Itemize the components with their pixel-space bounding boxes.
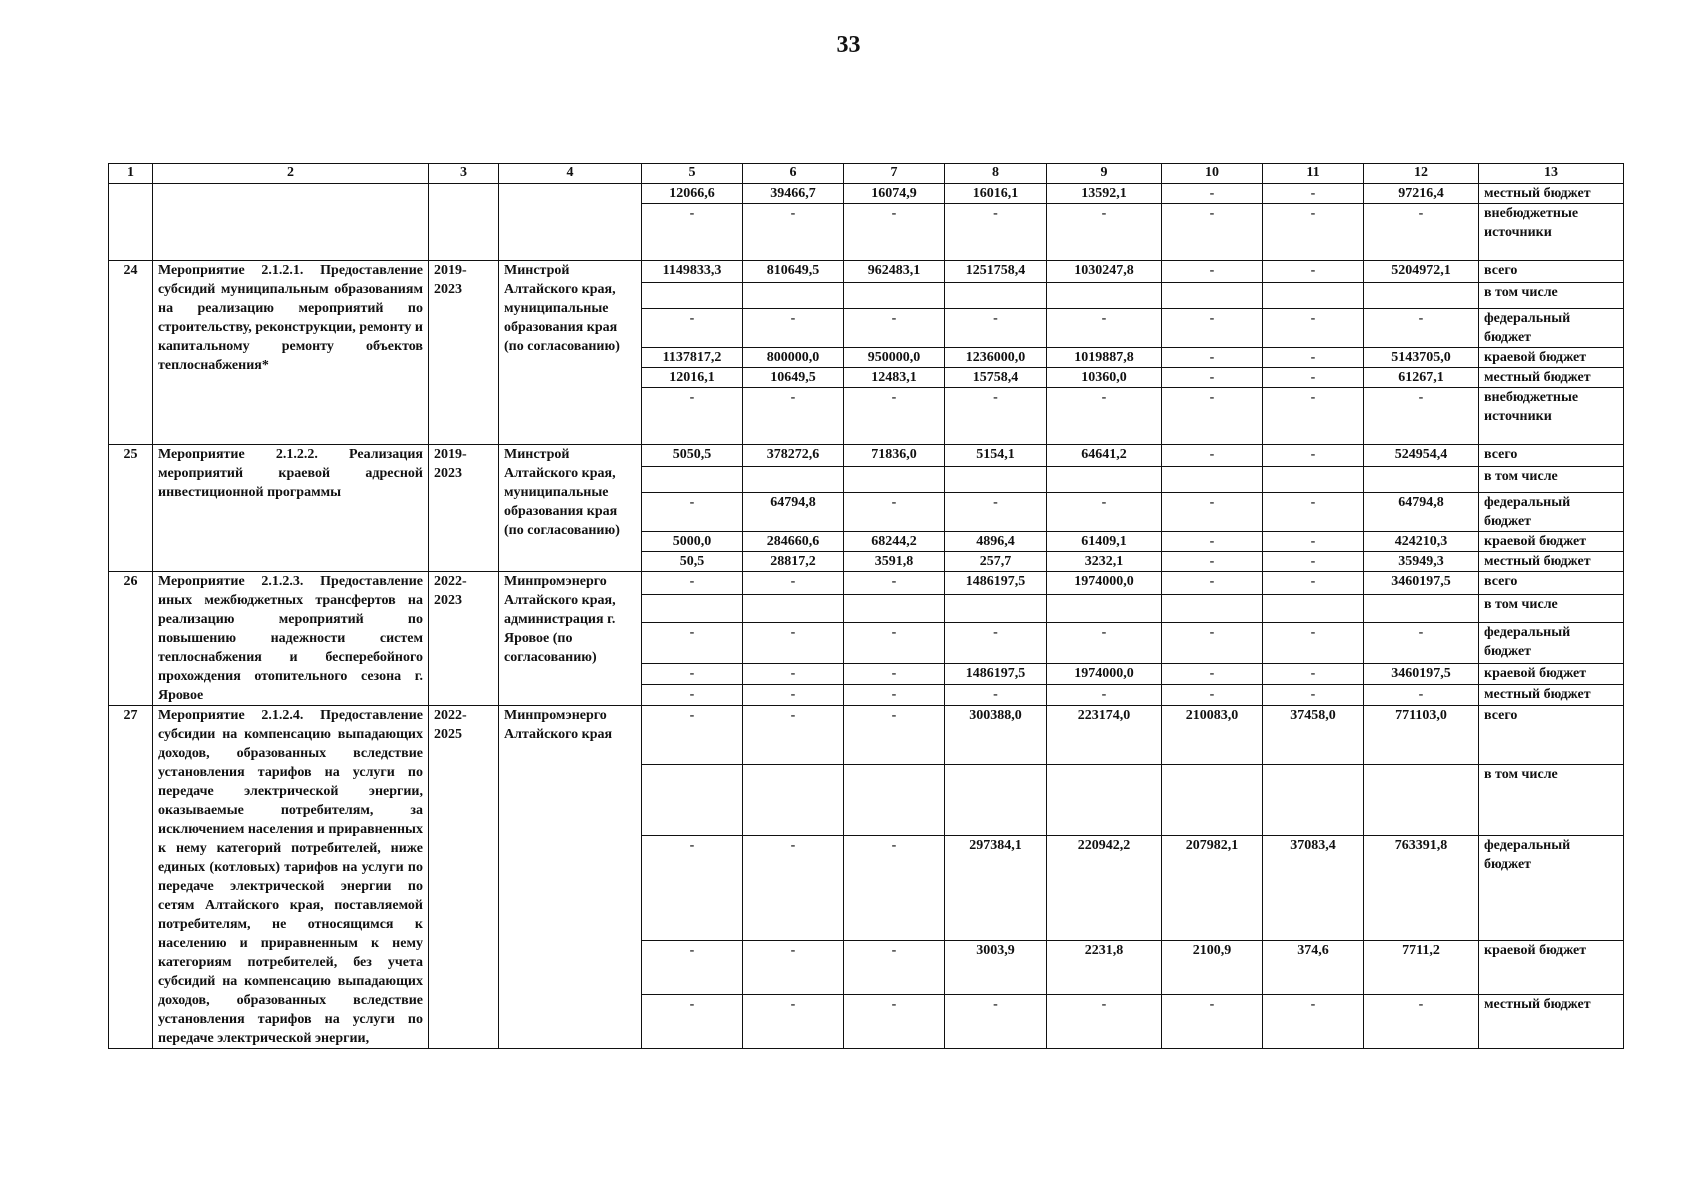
funding-value-cell	[1047, 467, 1162, 493]
funding-value-cell: 12066,6	[642, 184, 743, 204]
funding-value-cell: -	[1263, 684, 1364, 705]
funding-value-cell: -	[1047, 388, 1162, 445]
funding-value-cell: 64794,8	[743, 493, 844, 532]
funding-value-cell: -	[1364, 622, 1479, 663]
funding-value-cell: 39466,7	[743, 184, 844, 204]
funding-value-cell: 2100,9	[1162, 940, 1263, 994]
funding-value-cell: 5000,0	[642, 532, 743, 552]
funding-value-cell: 12016,1	[642, 368, 743, 388]
funding-value-cell: 3460197,5	[1364, 572, 1479, 595]
funding-value-cell: 763391,8	[1364, 835, 1479, 940]
funding-value-cell: -	[1162, 684, 1263, 705]
funding-value-cell: 64794,8	[1364, 493, 1479, 532]
column-number-row	[109, 164, 1624, 184]
funding-value-cell: -	[743, 204, 844, 261]
funding-source-cell: в том числе	[1479, 283, 1624, 309]
funding-value-cell: -	[743, 309, 844, 348]
funding-value-cell: 4896,4	[945, 532, 1047, 552]
funding-value-cell: 10649,5	[743, 368, 844, 388]
activity-name-cell: Мероприятие 2.1.2.2. Реализация мероприятий краевой адресной инвестиционной программы	[153, 445, 429, 572]
funding-value-cell: 800000,0	[743, 348, 844, 368]
funding-value-cell: 524954,4	[1364, 445, 1479, 467]
activity-name-cell: Мероприятие 2.1.2.4. Предоставление субсидии на компенсацию выпадающих доходов, образованных вследствие установления тарифов на услуги по передаче электрической энергии, оказываемые потребителям, за исключением населения и приравненных к нему категорий потребителей, ниже единых (котловых) тарифов на услуги по передаче электрической энергии по сетям Алтайского края, поставляемой потребителям, не относящимся к населению и приравненным к нему категориям потребителей, без учета субсидий на компенсацию выпадающих доходов, образованных вследствие установления тарифов на услуги по передаче электрической энергии,	[153, 706, 429, 1049]
funding-value-cell: 1486197,5	[945, 663, 1047, 684]
funding-source-cell: местный бюджет	[1479, 994, 1624, 1048]
funding-value-cell: -	[1364, 684, 1479, 705]
funding-value-cell	[642, 467, 743, 493]
column-number-header: 6	[743, 164, 844, 184]
funding-value-cell	[1162, 595, 1263, 622]
funding-value-cell	[1263, 595, 1364, 622]
funding-value-cell: -	[642, 309, 743, 348]
funding-source-cell: внебюджетные источники	[1479, 204, 1624, 261]
years-cell: 2019-2023	[429, 445, 499, 572]
funding-value-cell: 771103,0	[1364, 706, 1479, 765]
funding-value-cell	[743, 467, 844, 493]
funding-source-cell: федеральный бюджет	[1479, 835, 1624, 940]
executor-cell: Минпромэнерго Алтайского края, администрация г. Яровое (по согласованию)	[499, 572, 642, 706]
funding-value-cell	[743, 283, 844, 309]
funding-value-cell: -	[1263, 204, 1364, 261]
funding-value-cell: 3460197,5	[1364, 663, 1479, 684]
funding-source-cell: всего	[1479, 706, 1624, 765]
funding-value-cell: -	[844, 684, 945, 705]
item-number-cell: 24	[109, 261, 153, 445]
funding-value-cell: 16016,1	[945, 184, 1047, 204]
continuation-empty-cell	[429, 184, 499, 261]
funding-source-cell: краевой бюджет	[1479, 348, 1624, 368]
executor-cell: Минпромэнерго Алтайского края	[499, 706, 642, 1049]
funding-value-cell	[1162, 467, 1263, 493]
funding-value-cell: -	[1263, 552, 1364, 572]
continuation-empty-cell	[109, 184, 153, 261]
funding-value-cell	[743, 765, 844, 835]
executor-cell: Минстрой Алтайского края, муниципальные образования края (по согласованию)	[499, 445, 642, 572]
funding-value-cell: -	[1047, 493, 1162, 532]
page-number: 33	[836, 32, 861, 58]
item-number-cell: 27	[109, 706, 153, 1049]
funding-value-cell: 297384,1	[945, 835, 1047, 940]
years-cell: 2019-2023	[429, 261, 499, 445]
column-number-header: 13	[1479, 164, 1624, 184]
funding-value-cell: -	[1364, 204, 1479, 261]
funding-value-cell: 1974000,0	[1047, 663, 1162, 684]
funding-value-cell	[1364, 467, 1479, 493]
funding-value-cell: -	[642, 994, 743, 1048]
funding-value-cell	[743, 595, 844, 622]
item-number-cell: 26	[109, 572, 153, 706]
funding-value-cell: -	[642, 572, 743, 595]
funding-value-cell: 424210,3	[1364, 532, 1479, 552]
funding-value-cell: -	[1364, 994, 1479, 1048]
funding-value-cell	[1364, 765, 1479, 835]
funding-value-cell: 1974000,0	[1047, 572, 1162, 595]
funding-value-cell: 61267,1	[1364, 368, 1479, 388]
item-number-cell: 25	[109, 445, 153, 572]
column-number-header: 5	[642, 164, 743, 184]
funding-value-cell: -	[1263, 348, 1364, 368]
funding-value-cell: -	[1162, 261, 1263, 283]
funding-source-cell: в том числе	[1479, 595, 1624, 622]
funding-value-cell: 5050,5	[642, 445, 743, 467]
funding-value-cell: -	[642, 706, 743, 765]
funding-value-cell: 1019887,8	[1047, 348, 1162, 368]
table-row	[109, 445, 1624, 467]
column-number-header: 3	[429, 164, 499, 184]
funding-value-cell	[1263, 283, 1364, 309]
funding-value-cell: 61409,1	[1047, 532, 1162, 552]
funding-value-cell: 13592,1	[1047, 184, 1162, 204]
funding-value-cell: 284660,6	[743, 532, 844, 552]
funding-value-cell: 15758,4	[945, 368, 1047, 388]
funding-source-cell: в том числе	[1479, 765, 1624, 835]
years-cell: 2022-2023	[429, 572, 499, 706]
funding-value-cell	[945, 283, 1047, 309]
funding-value-cell: -	[1162, 994, 1263, 1048]
funding-value-cell	[1162, 765, 1263, 835]
funding-value-cell: -	[642, 940, 743, 994]
funding-value-cell: 1137817,2	[642, 348, 743, 368]
funding-value-cell: 300388,0	[945, 706, 1047, 765]
funding-value-cell: -	[642, 493, 743, 532]
funding-source-cell: краевой бюджет	[1479, 663, 1624, 684]
funding-value-cell: -	[844, 493, 945, 532]
table-row	[109, 184, 1624, 204]
funding-value-cell: -	[1263, 663, 1364, 684]
funding-value-cell: -	[945, 204, 1047, 261]
funding-value-cell	[844, 283, 945, 309]
funding-source-cell: всего	[1479, 445, 1624, 467]
funding-value-cell	[844, 467, 945, 493]
funding-value-cell: 207982,1	[1162, 835, 1263, 940]
funding-value-cell: -	[844, 994, 945, 1048]
continuation-empty-cell	[499, 184, 642, 261]
funding-value-cell: 1236000,0	[945, 348, 1047, 368]
funding-value-cell: -	[844, 706, 945, 765]
funding-value-cell: -	[1263, 572, 1364, 595]
table-row	[109, 706, 1624, 765]
funding-value-cell	[642, 283, 743, 309]
funding-value-cell: 3232,1	[1047, 552, 1162, 572]
column-number-header: 2	[153, 164, 429, 184]
funding-value-cell: 7711,2	[1364, 940, 1479, 994]
column-number-header: 1	[109, 164, 153, 184]
funding-value-cell: -	[1263, 532, 1364, 552]
funding-value-cell	[642, 595, 743, 622]
funding-value-cell: 50,5	[642, 552, 743, 572]
funding-value-cell	[1047, 765, 1162, 835]
funding-value-cell: -	[743, 684, 844, 705]
funding-value-cell: -	[844, 622, 945, 663]
funding-source-cell: всего	[1479, 572, 1624, 595]
column-number-header: 11	[1263, 164, 1364, 184]
funding-source-cell: в том числе	[1479, 467, 1624, 493]
funding-value-cell: -	[844, 663, 945, 684]
funding-value-cell	[945, 765, 1047, 835]
funding-value-cell: -	[1364, 309, 1479, 348]
activity-name-cell: Мероприятие 2.1.2.1. Предоставление субсидий муниципальным образованиям на реализацию мероприятий по строительству, реконструкции, ремонту и капитальному ремонту объектов теплоснабжения*	[153, 261, 429, 445]
funding-value-cell	[1263, 467, 1364, 493]
column-number-header: 12	[1364, 164, 1479, 184]
funding-value-cell: 3003,9	[945, 940, 1047, 994]
funding-value-cell: 28817,2	[743, 552, 844, 572]
funding-value-cell: -	[1162, 445, 1263, 467]
funding-value-cell: -	[844, 835, 945, 940]
funding-value-cell: 257,7	[945, 552, 1047, 572]
funding-value-cell: -	[1263, 994, 1364, 1048]
funding-value-cell: 16074,9	[844, 184, 945, 204]
funding-value-cell: -	[642, 835, 743, 940]
column-number-header: 4	[499, 164, 642, 184]
funding-value-cell: 5154,1	[945, 445, 1047, 467]
funding-value-cell: -	[1162, 184, 1263, 204]
funding-value-cell: -	[642, 388, 743, 445]
funding-value-cell: -	[844, 572, 945, 595]
funding-value-cell: 810649,5	[743, 261, 844, 283]
column-number-header: 7	[844, 164, 945, 184]
funding-value-cell: -	[945, 309, 1047, 348]
funding-value-cell: -	[1162, 309, 1263, 348]
funding-source-cell: местный бюджет	[1479, 684, 1624, 705]
funding-value-cell: -	[1047, 994, 1162, 1048]
funding-value-cell: 97216,4	[1364, 184, 1479, 204]
funding-value-cell: 71836,0	[844, 445, 945, 467]
funding-value-cell: -	[945, 994, 1047, 1048]
funding-value-cell: -	[1162, 572, 1263, 595]
funding-value-cell: 210083,0	[1162, 706, 1263, 765]
funding-value-cell: -	[844, 388, 945, 445]
activity-name-cell: Мероприятие 2.1.2.3. Предоставление иных межбюджетных трансфертов на реализацию мероприятий по повышению надежности систем теплоснабжения и бесперебойного прохождения отопительного сезона г. Яровое	[153, 572, 429, 706]
funding-value-cell: 5204972,1	[1364, 261, 1479, 283]
funding-value-cell: 3591,8	[844, 552, 945, 572]
funding-source-cell: местный бюджет	[1479, 184, 1624, 204]
funding-value-cell: -	[1162, 663, 1263, 684]
funding-source-cell: местный бюджет	[1479, 368, 1624, 388]
column-number-header: 8	[945, 164, 1047, 184]
funding-value-cell: -	[743, 706, 844, 765]
funding-value-cell: -	[1162, 204, 1263, 261]
funding-value-cell: -	[844, 940, 945, 994]
funding-value-cell: -	[1263, 493, 1364, 532]
funding-value-cell: -	[743, 663, 844, 684]
funding-value-cell: -	[1263, 184, 1364, 204]
funding-value-cell: -	[642, 663, 743, 684]
funding-value-cell: 35949,3	[1364, 552, 1479, 572]
funding-value-cell: -	[1047, 622, 1162, 663]
funding-source-cell: краевой бюджет	[1479, 940, 1624, 994]
funding-value-cell: -	[1263, 309, 1364, 348]
funding-source-cell: местный бюджет	[1479, 552, 1624, 572]
funding-value-cell	[1162, 283, 1263, 309]
funding-value-cell: -	[945, 388, 1047, 445]
continuation-empty-cell	[153, 184, 429, 261]
column-number-header: 9	[1047, 164, 1162, 184]
funding-value-cell	[1364, 283, 1479, 309]
years-cell: 2022-2025	[429, 706, 499, 1049]
funding-value-cell	[1047, 595, 1162, 622]
funding-value-cell: -	[1263, 388, 1364, 445]
funding-value-cell: -	[1263, 445, 1364, 467]
funding-value-cell: -	[945, 622, 1047, 663]
funding-value-cell: -	[1162, 388, 1263, 445]
funding-value-cell: -	[1162, 348, 1263, 368]
funding-value-cell	[844, 595, 945, 622]
funding-value-cell: 37458,0	[1263, 706, 1364, 765]
funding-value-cell: -	[1162, 532, 1263, 552]
funding-value-cell: -	[1162, 368, 1263, 388]
funding-source-cell: федеральный бюджет	[1479, 622, 1624, 663]
funding-source-cell: федеральный бюджет	[1479, 309, 1624, 348]
funding-value-cell: -	[1047, 204, 1162, 261]
funding-value-cell: 962483,1	[844, 261, 945, 283]
program-activities-table	[108, 163, 1624, 1049]
funding-value-cell: 64641,2	[1047, 445, 1162, 467]
funding-value-cell: 5143705,0	[1364, 348, 1479, 368]
funding-value-cell: -	[1162, 552, 1263, 572]
funding-value-cell: -	[743, 622, 844, 663]
funding-value-cell	[945, 595, 1047, 622]
table-row	[109, 261, 1624, 283]
funding-value-cell: 10360,0	[1047, 368, 1162, 388]
funding-value-cell: -	[743, 572, 844, 595]
funding-value-cell: 1486197,5	[945, 572, 1047, 595]
funding-value-cell: -	[743, 994, 844, 1048]
funding-value-cell: 950000,0	[844, 348, 945, 368]
executor-cell: Минстрой Алтайского края, муниципальные образования края (по согласованию)	[499, 261, 642, 445]
funding-value-cell: 374,6	[1263, 940, 1364, 994]
funding-value-cell: 1149833,3	[642, 261, 743, 283]
funding-value-cell: -	[945, 493, 1047, 532]
funding-value-cell: -	[642, 684, 743, 705]
funding-value-cell: -	[743, 388, 844, 445]
funding-value-cell: -	[1263, 368, 1364, 388]
funding-value-cell: 37083,4	[1263, 835, 1364, 940]
funding-value-cell: -	[743, 835, 844, 940]
funding-value-cell: 2231,8	[1047, 940, 1162, 994]
funding-value-cell: -	[945, 684, 1047, 705]
funding-value-cell: 220942,2	[1047, 835, 1162, 940]
funding-value-cell: -	[844, 309, 945, 348]
funding-value-cell: -	[1162, 493, 1263, 532]
funding-value-cell: 12483,1	[844, 368, 945, 388]
funding-source-cell: краевой бюджет	[1479, 532, 1624, 552]
funding-source-cell: федеральный бюджет	[1479, 493, 1624, 532]
funding-value-cell: -	[1364, 388, 1479, 445]
funding-value-cell	[1047, 283, 1162, 309]
funding-value-cell: -	[1047, 684, 1162, 705]
funding-value-cell: 378272,6	[743, 445, 844, 467]
funding-value-cell: 68244,2	[844, 532, 945, 552]
funding-value-cell: -	[1263, 622, 1364, 663]
funding-value-cell: 223174,0	[1047, 706, 1162, 765]
funding-value-cell: 1030247,8	[1047, 261, 1162, 283]
funding-value-cell: 1251758,4	[945, 261, 1047, 283]
funding-value-cell: -	[743, 940, 844, 994]
funding-value-cell	[1364, 595, 1479, 622]
funding-value-cell: -	[642, 622, 743, 663]
funding-value-cell: -	[642, 204, 743, 261]
column-number-header: 10	[1162, 164, 1263, 184]
funding-value-cell: -	[844, 204, 945, 261]
funding-source-cell: всего	[1479, 261, 1624, 283]
funding-source-cell: внебюджетные источники	[1479, 388, 1624, 445]
funding-value-cell	[945, 467, 1047, 493]
funding-value-cell: -	[1263, 261, 1364, 283]
funding-value-cell	[844, 765, 945, 835]
funding-value-cell: -	[1162, 622, 1263, 663]
funding-value-cell	[642, 765, 743, 835]
table-row	[109, 572, 1624, 595]
funding-value-cell	[1263, 765, 1364, 835]
funding-value-cell: -	[1047, 309, 1162, 348]
